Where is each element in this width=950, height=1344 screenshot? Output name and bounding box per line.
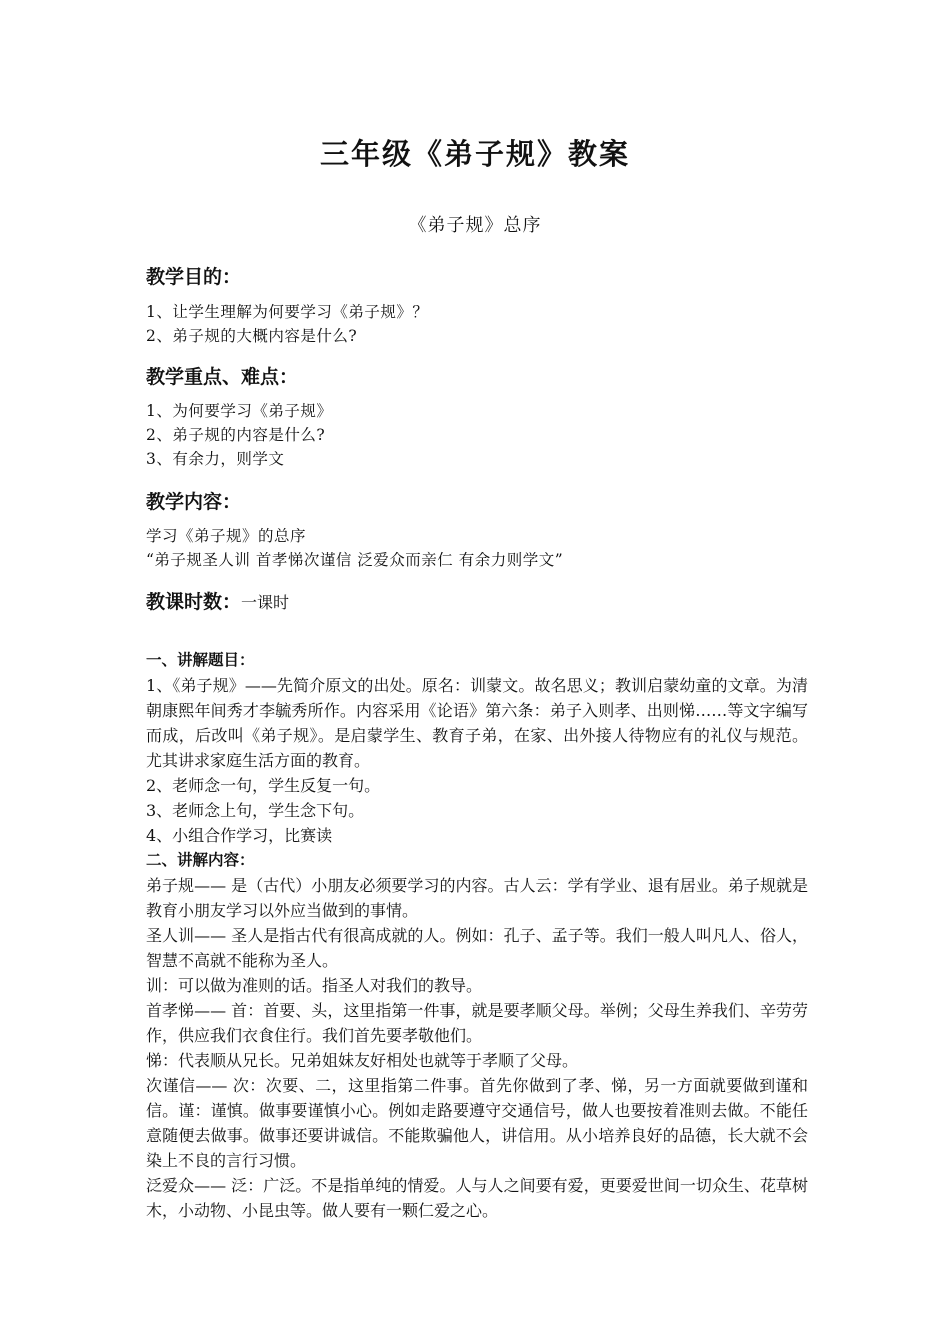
hours-label: 教课时数： [146, 591, 242, 613]
focus-list [146, 399, 332, 471]
section1-paragraph: 2、老师念一句，学生反复一句。 [146, 776, 381, 795]
focus-item: 1、为何要学习《弟子规》 [146, 402, 333, 420]
content-list [146, 524, 563, 572]
content-heading: 教学内容： [146, 491, 242, 513]
focus-item: 2、弟子规的内容是什么? [146, 426, 326, 444]
section1-heading: 一、讲解题目： [146, 651, 255, 669]
section1-paragraph: 1、《弟子规》——先简介原文的出处。原名：训蒙文。故名思义；教训启蒙幼童的文章。为清朝康熙年间秀才李毓秀所作。内容采用《论语》第六条：弟子入则孝、出则悌……等文字编写而成，后改叫《弟子规》。是启蒙学生、教育子弟，在家、出外接人待物应有的礼仪与规范。尤其讲求家庭生活方面的教育。 [146, 676, 808, 770]
section2-paragraph: 首孝悌—— 首：首要、头，这里指第一件事，就是要孝顺父母。举例；父母生养我们、辛劳劳作，供应我们衣食住行。我们首先要孝敬他们。 [146, 1001, 808, 1045]
hours-line [146, 587, 289, 614]
goals-item: 2、弟子规的大概内容是什么? [146, 327, 358, 345]
goals-list [146, 300, 428, 348]
lesson-body [146, 648, 808, 1223]
focus-heading: 教学重点、难点： [146, 366, 299, 388]
section2-paragraph: 悌：代表顺从兄长。兄弟姐妹友好相处也就等于孝顺了父母。 [146, 1051, 579, 1070]
section2-paragraph: 圣人训—— 圣人是指古代有很高成就的人。例如：孔子、孟子等。我们一般人叫凡人、俗人，智慧不高就不能称为圣人。 [146, 926, 808, 970]
section2-paragraph: 次谨信—— 次：次要、二，这里指第二件事。首先你做到了孝、悌，另一方面就要做到谨和信。谨：谨慎。做事要谨慎小心。例如走路要遵守交通信号，做人也要按着准则去做。不能任意随便去做事。做事还要讲诚信。不能欺骗他人，讲信用。从小培养良好的品德，长大就不会染上不良的言行习惯。 [146, 1076, 808, 1170]
hours-value: 一课时 [241, 593, 290, 612]
goals-heading: 教学目的： [146, 266, 242, 288]
document-title: 三年级《弟子规》教案 [319, 137, 630, 171]
section1-paragraph: 3、老师念上句，学生念下句。 [146, 801, 365, 820]
content-item: 学习《弟子规》的总序 [146, 527, 307, 545]
content-item: “弟子规圣人训 首孝悌次谨信 泛爱众而亲仁 有余力则学文” [146, 551, 564, 569]
section2-paragraph: 训：可以做为准则的话。指圣人对我们的教导。 [146, 976, 483, 995]
section1-paragraph: 4、小组合作学习，比赛读 [146, 826, 333, 845]
section2-paragraph: 弟子规—— 是（古代）小朋友必须要学习的内容。古人云：学有学业、退有居业。弟子规就是教育小朋友学习以外应当做到的事情。 [146, 876, 808, 920]
section2-heading: 二、讲解内容： [146, 851, 255, 869]
goals-item: 1、让学生理解为何要学习《弟子规》？ [146, 303, 429, 321]
focus-item: 3、有余力，则学文 [146, 450, 285, 468]
section2-paragraph: 泛爱众—— 泛：广泛。不是指单纯的情爱。人与人之间要有爱，更要爱世间一切众生、花草树木，小动物、小昆虫等。做人要有一颗仁爱之心。 [146, 1176, 808, 1220]
document-subtitle: 《弟子规》总序 [408, 215, 542, 236]
